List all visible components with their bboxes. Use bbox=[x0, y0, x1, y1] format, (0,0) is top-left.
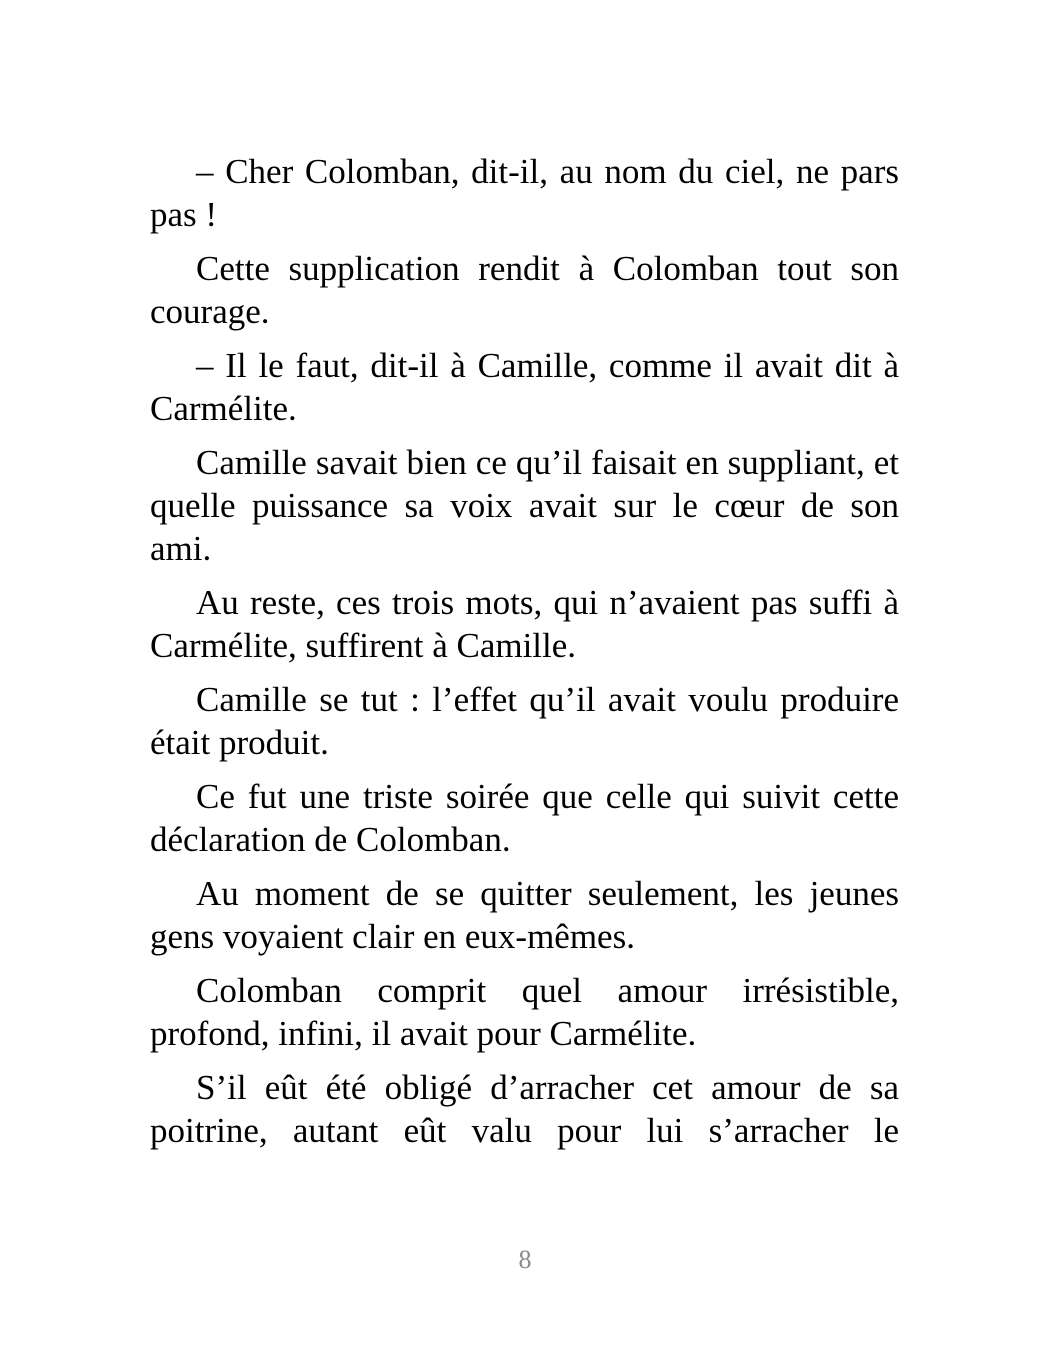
paragraph: Au reste, ces trois mots, qui n’avaient pas suffi à Carmélite, suffirent à Camille. bbox=[150, 583, 899, 665]
paragraph: Cette supplication rendit à Colomban tout son courage. bbox=[150, 249, 899, 331]
paragraph: Ce fut une triste soirée que celle qui suivit cette déclaration de Colomban. bbox=[150, 777, 899, 859]
paragraph: – Cher Colomban, dit-il, au nom du ciel, ne pars pas ! bbox=[150, 152, 899, 234]
paragraph: Au moment de se quitter seulement, les jeunes gens voyaient clair en eux-mêmes. bbox=[150, 874, 899, 956]
page-body bbox=[150, 150, 899, 1152]
paragraph: Colomban comprit quel amour irrésistible, profond, infini, il avait pour Carmélite. bbox=[150, 971, 899, 1053]
page-number: 8 bbox=[518, 1245, 532, 1274]
paragraph: – Il le faut, dit-il à Camille, comme il avait dit à Carmélite. bbox=[150, 346, 899, 428]
paragraph: Camille se tut : l’effet qu’il avait voulu produire était produit. bbox=[150, 680, 899, 762]
paragraph: Camille savait bien ce qu’il faisait en suppliant, et quelle puissance sa voix avait sur le cœur de son ami. bbox=[150, 443, 899, 568]
paragraph-continued: S’il eût été obligé d’arracher cet amour de sa poitrine, autant eût valu pour lui s’arracher le bbox=[150, 1068, 899, 1150]
